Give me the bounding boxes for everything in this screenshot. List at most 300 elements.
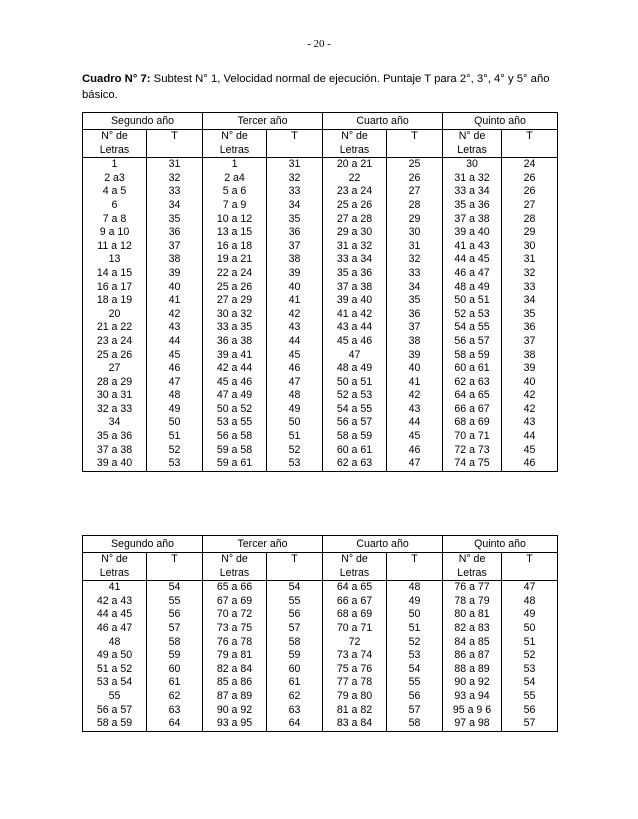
cell-t: 42 <box>267 308 323 322</box>
cell-letras: 6 <box>83 199 147 213</box>
col-header-letras-2: Letras <box>323 567 387 581</box>
cell-letras: 4 a 5 <box>83 185 147 199</box>
cell-letras: 54 a 55 <box>443 321 502 335</box>
col-header-letras-2: Letras <box>203 567 267 581</box>
table-row <box>83 281 558 295</box>
cell-t: 54 <box>387 663 443 677</box>
cell-t: 40 <box>502 376 558 390</box>
cell-t: 26 <box>502 172 558 186</box>
cell-t: 42 <box>502 403 558 417</box>
cell-t: 26 <box>502 185 558 199</box>
cell-letras: 70 a 71 <box>323 622 387 636</box>
cell-letras: 25 a 26 <box>323 199 387 213</box>
cell-letras: 79 a 81 <box>203 649 267 663</box>
cell-letras: 50 a 51 <box>443 294 502 308</box>
col-header-letras-2: Letras <box>443 144 502 158</box>
cell-letras: 7 a 9 <box>203 199 267 213</box>
cell-t: 62 <box>147 690 203 704</box>
cell-t: 49 <box>147 403 203 417</box>
cell-t: 34 <box>387 281 443 295</box>
cell-letras: 31 a 32 <box>443 172 502 186</box>
cell-t: 43 <box>147 321 203 335</box>
cell-t: 52 <box>387 636 443 650</box>
cell-letras: 50 a 51 <box>323 376 387 390</box>
cell-letras: 93 a 94 <box>443 690 502 704</box>
col-header-letras-2: Letras <box>83 144 147 158</box>
cell-letras: 2 a3 <box>83 172 147 186</box>
cell-letras: 36 a 38 <box>203 335 267 349</box>
col-header-letras: N° de <box>323 553 387 567</box>
table-row <box>83 362 558 376</box>
cell-t: 60 <box>267 663 323 677</box>
cell-letras: 41 a 42 <box>323 308 387 322</box>
cell-t: 25 <box>387 158 443 172</box>
table-row <box>83 267 558 281</box>
cell-letras: 27 a 29 <box>203 294 267 308</box>
cell-t: 62 <box>267 690 323 704</box>
cell-letras: 9 a 10 <box>83 226 147 240</box>
cell-t: 40 <box>147 281 203 295</box>
cell-t: 42 <box>502 389 558 403</box>
cell-t: 63 <box>147 704 203 718</box>
table-row <box>83 581 558 595</box>
cell-letras: 13 <box>83 253 147 267</box>
cell-t: 56 <box>147 608 203 622</box>
cell-t: 58 <box>387 717 443 731</box>
col-header-letras: N° de <box>443 553 502 567</box>
cell-t: 52 <box>147 444 203 458</box>
cell-t: 33 <box>387 267 443 281</box>
cell-letras: 82 a 84 <box>203 663 267 677</box>
cell-t: 42 <box>387 389 443 403</box>
cell-letras: 30 a 31 <box>83 389 147 403</box>
cell-t: 43 <box>267 321 323 335</box>
cell-t: 35 <box>147 213 203 227</box>
cell-letras: 55 <box>83 690 147 704</box>
cell-letras: 90 a 92 <box>203 704 267 718</box>
cell-t: 41 <box>147 294 203 308</box>
col-header-letras: N° de <box>203 553 267 567</box>
cell-letras: 52 a 53 <box>443 308 502 322</box>
cell-letras: 56 a 57 <box>83 704 147 718</box>
table-row <box>83 403 558 417</box>
cell-letras: 95 a 9 6 <box>443 704 502 718</box>
year-header-cuarto: Cuarto año <box>323 536 443 553</box>
cell-t: 35 <box>267 213 323 227</box>
cell-t: 58 <box>267 636 323 650</box>
cell-letras: 48 a 49 <box>323 362 387 376</box>
cell-t: 32 <box>267 172 323 186</box>
cell-letras: 1 <box>203 158 267 172</box>
cell-letras: 46 a 47 <box>83 622 147 636</box>
cell-letras: 37 a 38 <box>443 213 502 227</box>
cell-t: 29 <box>387 213 443 227</box>
cell-t: 43 <box>387 403 443 417</box>
col-header-blank <box>147 567 203 581</box>
cell-letras: 39 a 40 <box>83 457 147 471</box>
cell-t: 31 <box>502 253 558 267</box>
cell-letras: 59 a 58 <box>203 444 267 458</box>
cell-t: 47 <box>267 376 323 390</box>
cell-letras: 56 a 57 <box>323 416 387 430</box>
cell-t: 38 <box>147 253 203 267</box>
cell-t: 48 <box>502 595 558 609</box>
cell-t: 50 <box>267 416 323 430</box>
table-row <box>83 389 558 403</box>
cell-letras: 20 a 21 <box>323 158 387 172</box>
cell-t: 39 <box>147 267 203 281</box>
cell-t: 47 <box>147 376 203 390</box>
cell-letras: 58 a 59 <box>323 430 387 444</box>
col-header-letras: N° de <box>83 130 147 144</box>
table-row <box>83 172 558 186</box>
cell-letras: 78 a 79 <box>443 595 502 609</box>
cell-t: 53 <box>267 457 323 471</box>
table-row <box>83 676 558 690</box>
cell-letras: 30 <box>443 158 502 172</box>
cell-letras: 79 a 80 <box>323 690 387 704</box>
cell-letras: 86 a 87 <box>443 649 502 663</box>
cell-letras: 45 a 46 <box>323 335 387 349</box>
cell-letras: 22 <box>323 172 387 186</box>
cell-t: 31 <box>147 158 203 172</box>
cell-letras: 37 a 38 <box>83 444 147 458</box>
cell-t: 41 <box>267 294 323 308</box>
cell-letras: 42 a 44 <box>203 362 267 376</box>
cell-letras: 18 a 19 <box>83 294 147 308</box>
col-header-t: T <box>502 130 558 144</box>
table-row <box>83 308 558 322</box>
col-header-t: T <box>147 130 203 144</box>
col-header-letras-2: Letras <box>443 567 502 581</box>
cell-letras: 1 <box>83 158 147 172</box>
col-header-blank <box>502 567 558 581</box>
year-header-cuarto: Cuarto año <box>323 113 443 130</box>
cell-t: 61 <box>147 676 203 690</box>
cell-letras: 33 a 34 <box>443 185 502 199</box>
cell-t: 47 <box>387 457 443 471</box>
cell-t: 31 <box>267 158 323 172</box>
cell-t: 50 <box>387 608 443 622</box>
cell-letras: 39 a 40 <box>443 226 502 240</box>
cell-letras: 47 <box>323 349 387 363</box>
cell-letras: 76 a 77 <box>443 581 502 595</box>
cell-letras: 11 a 12 <box>83 240 147 254</box>
cell-t: 56 <box>267 608 323 622</box>
cell-letras: 90 a 92 <box>443 676 502 690</box>
cell-letras: 64 a 65 <box>323 581 387 595</box>
cell-t: 39 <box>387 349 443 363</box>
cell-letras: 27 <box>83 362 147 376</box>
cell-t: 53 <box>387 649 443 663</box>
cell-t: 44 <box>147 335 203 349</box>
cell-letras: 50 a 52 <box>203 403 267 417</box>
cell-letras: 53 a 55 <box>203 416 267 430</box>
cell-letras: 68 a 69 <box>443 416 502 430</box>
cell-t: 47 <box>502 581 558 595</box>
cell-letras: 83 a 84 <box>323 717 387 731</box>
cell-letras: 13 a 15 <box>203 226 267 240</box>
cell-t: 46 <box>502 457 558 471</box>
cell-t: 38 <box>387 335 443 349</box>
cell-t: 37 <box>387 321 443 335</box>
cell-letras: 33 a 35 <box>203 321 267 335</box>
col-header-letras: N° de <box>443 130 502 144</box>
table-row <box>83 608 558 622</box>
cell-t: 49 <box>267 403 323 417</box>
cell-t: 29 <box>502 226 558 240</box>
table-row <box>83 595 558 609</box>
cell-letras: 87 a 89 <box>203 690 267 704</box>
cell-letras: 37 a 38 <box>323 281 387 295</box>
cell-t: 39 <box>267 267 323 281</box>
cell-letras: 58 a 59 <box>443 349 502 363</box>
cell-letras: 66 a 67 <box>443 403 502 417</box>
table-row <box>83 226 558 240</box>
cell-t: 55 <box>387 676 443 690</box>
cell-t: 61 <box>267 676 323 690</box>
cell-t: 57 <box>147 622 203 636</box>
cell-letras: 88 a 89 <box>443 663 502 677</box>
cell-t: 37 <box>147 240 203 254</box>
col-header-t: T <box>267 553 323 567</box>
table-row <box>83 416 558 430</box>
cell-letras: 35 a 36 <box>83 430 147 444</box>
cell-t: 60 <box>147 663 203 677</box>
cell-letras: 35 a 36 <box>443 199 502 213</box>
cell-letras: 76 a 78 <box>203 636 267 650</box>
cell-letras: 30 a 32 <box>203 308 267 322</box>
cell-t: 27 <box>502 199 558 213</box>
cell-letras: 22 a 24 <box>203 267 267 281</box>
table-row <box>83 430 558 444</box>
cell-letras: 70 a 71 <box>443 430 502 444</box>
table-row <box>83 636 558 650</box>
cell-letras: 44 a 45 <box>83 608 147 622</box>
col-header-blank <box>267 567 323 581</box>
cell-letras: 75 a 76 <box>323 663 387 677</box>
year-header-quinto: Quinto año <box>443 113 558 130</box>
cell-letras: 56 a 58 <box>203 430 267 444</box>
cell-letras: 25 a 26 <box>83 349 147 363</box>
table-caption <box>82 71 557 103</box>
cell-t: 36 <box>502 321 558 335</box>
cell-t: 28 <box>387 199 443 213</box>
col-header-t: T <box>387 130 443 144</box>
cell-t: 44 <box>267 335 323 349</box>
cell-t: 45 <box>147 349 203 363</box>
cell-letras: 53 a 54 <box>83 676 147 690</box>
cell-t: 34 <box>502 294 558 308</box>
cell-t: 37 <box>502 335 558 349</box>
cell-t: 51 <box>147 430 203 444</box>
cell-letras: 23 a 24 <box>323 185 387 199</box>
cell-t: 64 <box>147 717 203 731</box>
cell-letras: 72 <box>323 636 387 650</box>
cell-letras: 54 a 55 <box>323 403 387 417</box>
cell-letras: 48 a 49 <box>443 281 502 295</box>
caption-label: Cuadro N° 7: <box>82 73 151 85</box>
cell-t: 44 <box>502 430 558 444</box>
cell-letras: 85 a 86 <box>203 676 267 690</box>
table-row <box>83 457 558 471</box>
cell-letras: 2 a4 <box>203 172 267 186</box>
score-table-2-body <box>83 581 558 732</box>
col-header-letras-2: Letras <box>83 567 147 581</box>
cell-t: 51 <box>387 622 443 636</box>
col-header-t: T <box>502 553 558 567</box>
table-row <box>83 717 558 731</box>
cell-t: 57 <box>387 704 443 718</box>
cell-letras: 64 a 65 <box>443 389 502 403</box>
cell-t: 59 <box>267 649 323 663</box>
cell-t: 50 <box>502 622 558 636</box>
cell-letras: 46 a 47 <box>443 267 502 281</box>
table-row <box>83 622 558 636</box>
cell-letras: 93 a 95 <box>203 717 267 731</box>
cell-letras: 31 a 32 <box>323 240 387 254</box>
cell-t: 56 <box>387 690 443 704</box>
cell-t: 39 <box>502 362 558 376</box>
cell-letras: 39 a 41 <box>203 349 267 363</box>
table-row <box>83 294 558 308</box>
table-row <box>83 240 558 254</box>
cell-letras: 80 a 81 <box>443 608 502 622</box>
table-row <box>83 185 558 199</box>
cell-letras: 60 a 61 <box>443 362 502 376</box>
col-header-t: T <box>147 553 203 567</box>
score-table-2 <box>82 535 558 732</box>
cell-letras: 19 a 21 <box>203 253 267 267</box>
cell-t: 53 <box>147 457 203 471</box>
col-header-letras: N° de <box>323 130 387 144</box>
cell-t: 33 <box>267 185 323 199</box>
cell-t: 42 <box>147 308 203 322</box>
cell-letras: 67 a 69 <box>203 595 267 609</box>
cell-letras: 41 <box>83 581 147 595</box>
cell-t: 32 <box>147 172 203 186</box>
cell-t: 27 <box>387 185 443 199</box>
cell-t: 41 <box>387 376 443 390</box>
cell-letras: 42 a 43 <box>83 595 147 609</box>
table-row <box>83 649 558 663</box>
col-header-letras-2: Letras <box>323 144 387 158</box>
col-header-blank <box>502 144 558 158</box>
cell-letras: 62 a 63 <box>323 457 387 471</box>
cell-letras: 45 a 46 <box>203 376 267 390</box>
cell-t: 55 <box>267 595 323 609</box>
cell-letras: 77 a 78 <box>323 676 387 690</box>
cell-t: 55 <box>147 595 203 609</box>
cell-t: 59 <box>147 649 203 663</box>
cell-t: 37 <box>267 240 323 254</box>
cell-letras: 74 a 75 <box>443 457 502 471</box>
cell-t: 38 <box>267 253 323 267</box>
cell-t: 35 <box>387 294 443 308</box>
table-row <box>83 335 558 349</box>
col-header-blank <box>267 144 323 158</box>
cell-t: 57 <box>267 622 323 636</box>
cell-letras: 10 a 12 <box>203 213 267 227</box>
cell-letras: 70 a 72 <box>203 608 267 622</box>
cell-t: 30 <box>502 240 558 254</box>
cell-letras: 62 a 63 <box>443 376 502 390</box>
cell-letras: 44 a 45 <box>443 253 502 267</box>
cell-letras: 49 a 50 <box>83 649 147 663</box>
table-row <box>83 158 558 172</box>
cell-letras: 97 a 98 <box>443 717 502 731</box>
table-row <box>83 213 558 227</box>
cell-t: 38 <box>502 349 558 363</box>
cell-t: 49 <box>502 608 558 622</box>
cell-t: 46 <box>267 362 323 376</box>
cell-letras: 28 a 29 <box>83 376 147 390</box>
cell-letras: 34 <box>83 416 147 430</box>
cell-t: 36 <box>387 308 443 322</box>
year-header-segundo: Segundo año <box>83 536 203 553</box>
cell-letras: 7 a 8 <box>83 213 147 227</box>
cell-t: 63 <box>267 704 323 718</box>
cell-t: 35 <box>502 308 558 322</box>
cell-letras: 32 a 33 <box>83 403 147 417</box>
cell-t: 48 <box>147 389 203 403</box>
cell-letras: 81 a 82 <box>323 704 387 718</box>
col-header-t: T <box>387 553 443 567</box>
col-header-letras-2: Letras <box>203 144 267 158</box>
cell-letras: 58 a 59 <box>83 717 147 731</box>
cell-letras: 84 a 85 <box>443 636 502 650</box>
col-header-letras: N° de <box>83 553 147 567</box>
cell-t: 45 <box>502 444 558 458</box>
cell-letras: 43 a 44 <box>323 321 387 335</box>
cell-letras: 21 a 22 <box>83 321 147 335</box>
table-row <box>83 349 558 363</box>
cell-letras: 29 a 30 <box>323 226 387 240</box>
cell-letras: 51 a 52 <box>83 663 147 677</box>
cell-t: 56 <box>502 704 558 718</box>
table-row <box>83 253 558 267</box>
table-row <box>83 321 558 335</box>
cell-t: 48 <box>267 389 323 403</box>
table-row <box>83 376 558 390</box>
cell-t: 54 <box>502 676 558 690</box>
cell-t: 50 <box>147 416 203 430</box>
cell-t: 36 <box>267 226 323 240</box>
cell-t: 52 <box>502 649 558 663</box>
cell-letras: 73 a 74 <box>323 649 387 663</box>
year-header-tercero: Tercer año <box>203 113 323 130</box>
cell-letras: 73 a 75 <box>203 622 267 636</box>
cell-t: 57 <box>502 717 558 731</box>
cell-t: 51 <box>267 430 323 444</box>
table-row <box>83 690 558 704</box>
cell-t: 45 <box>267 349 323 363</box>
cell-letras: 25 a 26 <box>203 281 267 295</box>
cell-t: 55 <box>502 690 558 704</box>
cell-t: 52 <box>267 444 323 458</box>
cell-t: 26 <box>387 172 443 186</box>
cell-letras: 60 a 61 <box>323 444 387 458</box>
cell-t: 54 <box>267 581 323 595</box>
cell-t: 36 <box>147 226 203 240</box>
cell-letras: 82 a 83 <box>443 622 502 636</box>
cell-t: 31 <box>387 240 443 254</box>
cell-t: 58 <box>147 636 203 650</box>
cell-t: 48 <box>387 581 443 595</box>
cell-t: 64 <box>267 717 323 731</box>
col-header-blank <box>387 144 443 158</box>
table-row <box>83 199 558 213</box>
